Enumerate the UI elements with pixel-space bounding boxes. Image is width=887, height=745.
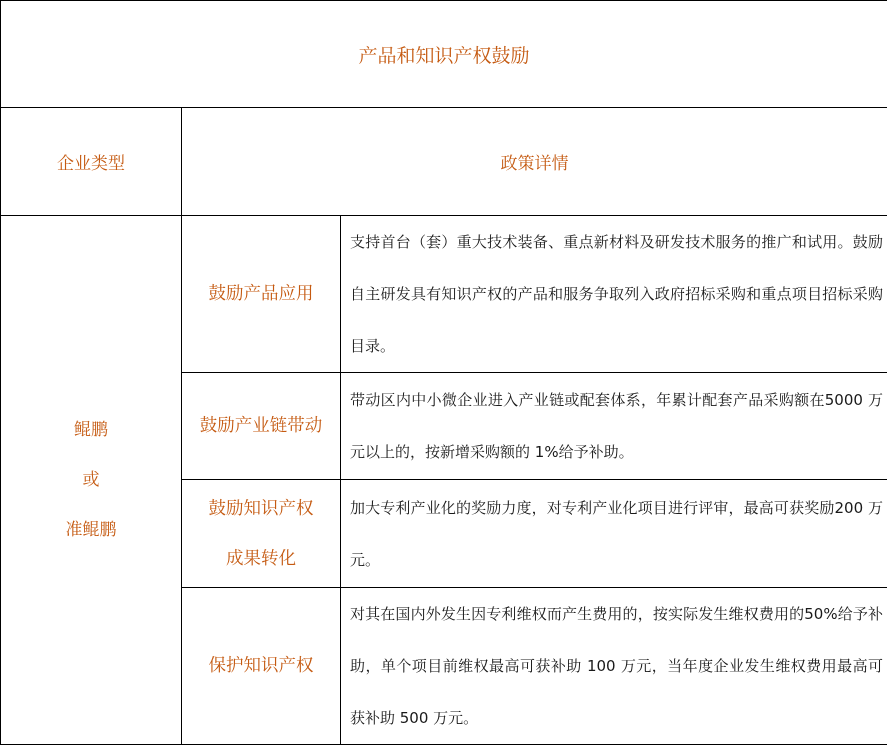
category-ip-transformation-line-2: 成果转化 xyxy=(182,534,340,584)
policy-details-header: 政策详情 xyxy=(182,108,887,216)
table-title: 产品和知识产权鼓励 xyxy=(1,1,887,108)
enterprise-type-line-1: 鲲鹏 xyxy=(1,405,181,455)
detail-product-application: 支持首台（套）重大技术装备、重点新材料及研发技术服务的推广和试用。鼓励自主研发具有知识产权的产品和服务争取列入政府招标采购和重点项目招标采购目录。 xyxy=(341,216,887,373)
enterprise-type-line-2: 或 xyxy=(1,455,181,505)
category-product-application: 鼓励产品应用 xyxy=(182,216,341,373)
detail-industry-chain: 带动区内中小微企业进入产业链或配套体系，年累计配套产品采购额在5000 万元以上的，按新增采购额的 1%给予补助。 xyxy=(341,373,887,480)
category-ip-transformation xyxy=(182,480,341,588)
header-row xyxy=(1,108,887,216)
detail-ip-protection: 对其在国内外发生因专利维权而产生费用的，按实际发生维权费用的50%给予补助，单个项目前维权最高可获补助 100 万元，当年度企业发生维权费用最高可获补助 500 万元。 xyxy=(341,588,887,745)
enterprise-type-header: 企业类型 xyxy=(1,108,182,216)
category-industry-chain: 鼓励产业链带动 xyxy=(182,373,341,480)
table-row xyxy=(1,216,887,373)
enterprise-type-line-3: 准鲲鹏 xyxy=(1,505,181,555)
category-ip-transformation-line-1: 鼓励知识产权 xyxy=(182,484,340,534)
enterprise-type-cell xyxy=(1,216,182,745)
category-ip-protection: 保护知识产权 xyxy=(182,588,341,745)
title-row xyxy=(1,1,887,108)
detail-ip-transformation: 加大专利产业化的奖励力度，对专利产业化项目进行评审，最高可获奖励200 万元。 xyxy=(341,480,887,588)
